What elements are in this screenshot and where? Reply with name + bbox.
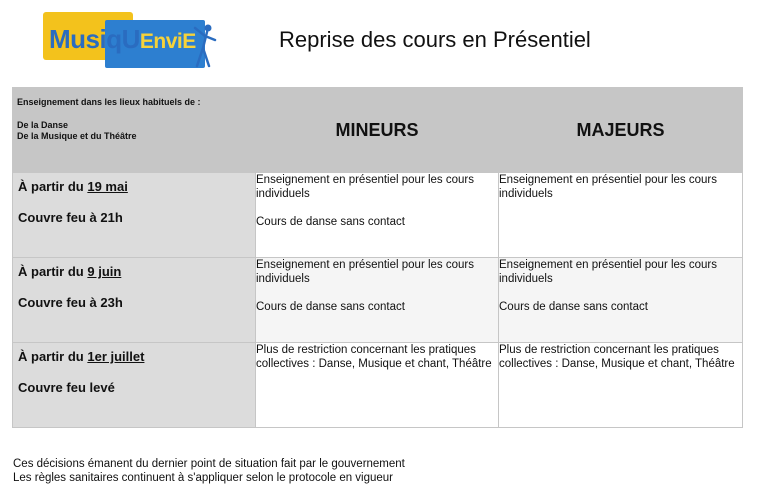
cell-mineurs: Plus de restriction concernant les pratiques collectives : Danse, Musique et chant, Théâtre	[256, 343, 499, 428]
page-title: Reprise des cours en Présentiel	[279, 27, 591, 52]
intro-line-3: De la Musique et du Théâtre	[17, 131, 137, 141]
table-header-row	[13, 88, 743, 173]
table-row	[13, 173, 743, 258]
row-label-cell	[13, 343, 256, 428]
cell-mineurs: Enseignement en présentiel pour les cours individuels Cours de danse sans contact	[256, 258, 499, 343]
column-header-mineurs: MINEURS	[256, 88, 499, 173]
footer-line-2: Les règles sanitaires continuent à s'appliquer selon le protocole en vigueur	[13, 472, 394, 484]
row-curfew: Couvre feu à 23h	[18, 295, 123, 310]
cell-majeurs: Enseignement en présentiel pour les cours individuels Cours de danse sans contact	[499, 258, 743, 343]
intro-line-2: De la Danse	[17, 119, 69, 130]
intro-cell	[13, 88, 256, 173]
row-date: À partir du 1er juillet	[18, 349, 145, 364]
row-label-cell	[13, 258, 256, 343]
cell-majeurs: Plus de restriction concernant les pratiques collectives : Danse, Musique et chant, Théâtre	[499, 343, 743, 428]
row-curfew: Couvre feu levé	[18, 380, 115, 395]
row-date: À partir du 9 juin	[18, 264, 122, 279]
row-date: À partir du 19 mai	[18, 179, 128, 194]
schedule-table	[12, 87, 743, 428]
row-label-cell	[13, 173, 256, 258]
intro-line-1: Enseignement dans les lieux habituels de :	[17, 97, 201, 107]
footer-note	[13, 457, 405, 485]
row-curfew: Couvre feu à 21h	[18, 210, 123, 225]
footer-line-1: Ces décisions émanent du dernier point de situation fait par le gouvernement	[13, 458, 405, 470]
table-row	[13, 343, 743, 428]
logo-wordmark: MusiqUEnviE	[49, 24, 196, 54]
cell-majeurs: Enseignement en présentiel pour les cours individuels	[499, 173, 743, 258]
musiquenvie-logo	[43, 12, 215, 76]
table-row	[13, 258, 743, 343]
column-header-majeurs: MAJEURS	[499, 88, 743, 173]
dancer-icon	[191, 22, 217, 74]
cell-mineurs: Enseignement en présentiel pour les cours individuels Cours de danse sans contact	[256, 173, 499, 258]
